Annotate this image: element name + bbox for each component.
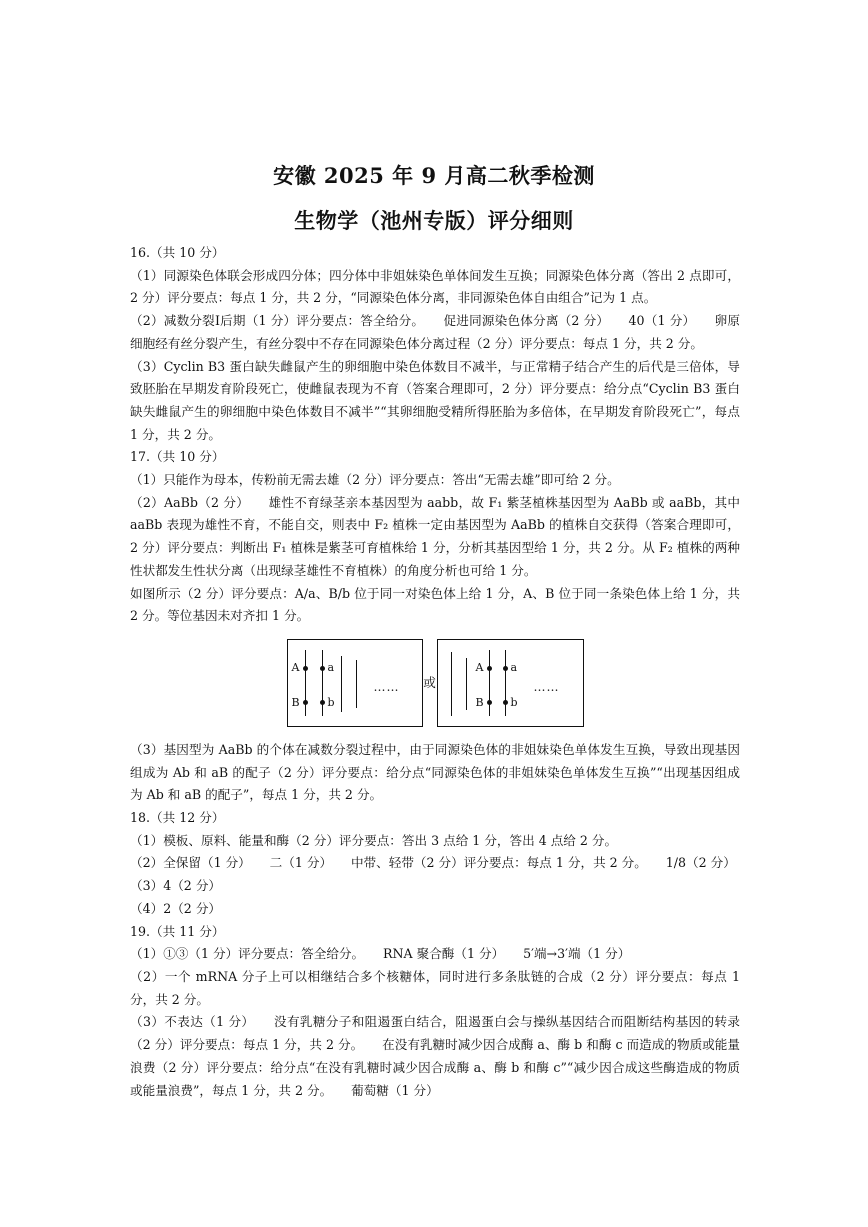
gene-label-B: B (291, 695, 300, 709)
gene-label-A: A (475, 660, 484, 674)
gene-label-b: b (327, 695, 335, 709)
chromosome-box-left (287, 639, 423, 727)
question-18-part-1: （1）模板、原料、能量和酶（2 分）评分要点：答出 3 点给 1 分，答出 4 点给 2 分。 (130, 832, 618, 848)
question-17-part-3: （3）基因型为 AaBb 的个体在减数分裂过程中，由于同源染色体的非姐妹染色单体发生互换，导致出现基因组成为 Ab 和 aB 的配子（2 分）评分要点：给分点“同源染色体的非姐妹染色单体发生互换”“出现基因组成为 Ab 和 aB 的配子”，每点 1 分，共 2 分。 (130, 741, 740, 803)
question-17-part-2: （2）AaBb（2 分） 雄性不育绿茎亲本基因型为 aabb，故 F₁ 紫茎植株基因型为 AaBb 或 aaBb，其中 aaBb 表现为雄性不育，不能自交，则表中 F₂ 植株一定由基因型为 AaBb 的植株自交获得（答案合理即可，2 分）评分要点：判断出 F₁ 植株是紫茎可育植株给 1 分，分析其基因型给 1 分，共 2 分。从 F₂ 植株的两种性状都发生性状分离（出现绿茎雄性不育植株）的角度分析也可给 1 分。 (130, 494, 745, 578)
document-subtitle: 生物学（池州专版）评分细则 (294, 208, 574, 233)
question-19-part-3: （3）不表达（1 分） 没有乳糖分子和阻遏蛋白结合，阻遏蛋白会与操纵基因结合而阻断结构基因的转录（2 分）评分要点：每点 1 分，共 2 分。 在没有乳糖时减少因合成酶 a、酶 b 和酶 c 而造成的物质或能量浪费（2 分）评分要点：给分点“在没有乳糖时减少因合成酶 a、酶 b 和酶 c”“减少因合成这些酶造成的物质或能量浪费”，每点 1 分，共 2 分。 葡萄糖（1 分） (130, 1014, 740, 1098)
gene-label-a: a (510, 660, 518, 674)
gene-label-a: a (327, 660, 335, 674)
chromosome-3 (341, 656, 342, 712)
chromosome-1 (305, 650, 306, 716)
chromosome-2 (466, 658, 467, 710)
question-17-part-1: （1）只能作为母本，传粉前无需去雄（2 分）评分要点：答出“无需去雄”即可给 2 分。 (130, 472, 620, 488)
question-19-part-2: （2）一个 mRNA 分子上可以相继结合多个核糖体，同时进行多条肽链的合成（2 分）评分要点：每点 1 分，共 2 分。 (130, 968, 745, 1007)
locus-dot (487, 666, 492, 671)
chromosome-2 (322, 650, 323, 716)
question-18-header: 18.（共 12 分） (130, 810, 225, 826)
ellipsis: …… (373, 679, 400, 694)
question-18-part-3: （3）4（2 分） (130, 878, 222, 894)
question-16-part-3: （3）Cyclin B3 蛋白缺失雌鼠产生的卵细胞中染色体数目不减半，与正常精子结合产生的后代是三倍体，导致胚胎在早期发育阶段死亡，使雌鼠表现为不育（答案合理即可，2 分）评分要点：给分点“Cyclin B3 蛋白缺失雌鼠产生的卵细胞中染色体数目不减半”“其卵细胞受精所得胚胎为多倍体，在早期发育阶段死亡”，每点 1 分，共 2 分。 (130, 358, 745, 442)
question-18-part-2: （2）全保留（1 分） 二（1 分） 中带、轻带（2 分）评分要点：每点 1 分，共 2 分。 1/8（2 分） (130, 855, 736, 871)
locus-dot (487, 700, 492, 705)
question-16-header: 16.（共 10 分） (130, 245, 225, 260)
locus-dot (320, 700, 325, 705)
question-17-header: 17.（共 10 分） (130, 449, 225, 465)
question-16-part-2: （2）减数分裂Ⅰ后期（1 分）评分要点：答全给分。 促进同源染色体分离（2 分） 40（1 分） 卵原细胞经有丝分裂产生，有丝分裂中不存在同源染色体分离过程（2 分）评分要点：每点 1 分，共 2 分。 (130, 313, 740, 351)
locus-dot (303, 700, 308, 705)
chromosome-diagram (130, 637, 740, 729)
document-body (130, 242, 745, 1102)
locus-dot (503, 666, 508, 671)
document-title: 安徽 2025 年 9 月高二秋季检测 (273, 163, 595, 188)
chromosome-1 (451, 652, 452, 716)
question-17-figure-note: 如图所示（2 分）评分要点：A/a、B/b 位于同一对染色体上给 1 分，A、B 位于同一条染色体上给 1 分，共 2 分。等位基因未对齐扣 1 分。 (130, 585, 745, 624)
gene-label-b: b (510, 695, 518, 709)
question-18-part-4: （4）2（2 分） (130, 900, 222, 916)
question-19-header: 19.（共 11 分） (130, 923, 225, 939)
gene-label-A: A (291, 660, 300, 674)
ellipsis: …… (533, 679, 560, 694)
locus-dot (320, 666, 325, 671)
chromosome-3 (489, 650, 490, 716)
locus-dot (303, 666, 308, 671)
or-label: 或 (423, 674, 436, 690)
chromosome-4 (356, 660, 357, 708)
chromosome-box-right (437, 639, 584, 727)
question-16-part-1: （1）同源染色体联会形成四分体；四分体中非姐妹染色单体间发生互换；同源染色体分离（答出 2 点即可，2 分）评分要点：每点 1 分，共 2 分，“同源染色体分离，非同源染色体自由组合”记为 1 点。 (130, 267, 740, 306)
question-19-part-1: （1）①③（1 分）评分要点：答全给分。 RNA 聚合酶（1 分） 5′端→3′端（1 分） (130, 946, 631, 962)
locus-dot (503, 700, 508, 705)
gene-label-B: B (475, 695, 484, 709)
chromosome-4 (505, 650, 506, 716)
